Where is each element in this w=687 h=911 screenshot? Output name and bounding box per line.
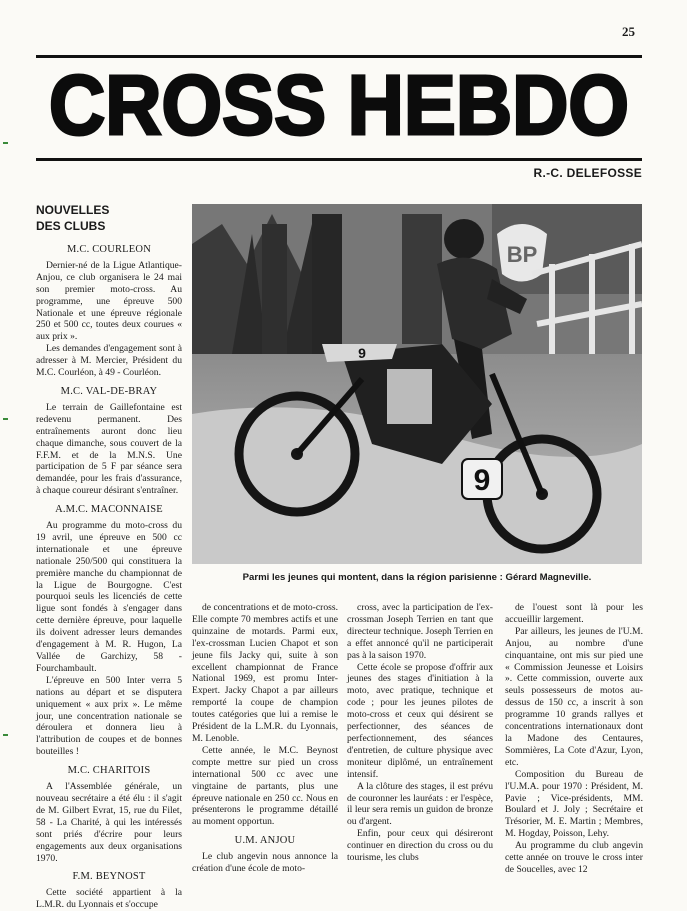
paragraph: Composition du Bureau de l'U.M.A. pour 1970 : Président, M. Pavie ; Vice-présidents, MM. Boulard et J. Joly ; Secrétaire et Trésorier, M. E. Martin ; Membres, M. Hogday, Poisson, Lehy. bbox=[505, 768, 643, 840]
masthead-title: CROSS HEBDO bbox=[49, 58, 629, 152]
section-title-line1: NOUVELLES bbox=[36, 203, 110, 217]
text-column-2 bbox=[192, 602, 338, 875]
margin-mark bbox=[3, 418, 8, 420]
club-heading: M.C. COURLEON bbox=[67, 244, 151, 255]
text-column-3 bbox=[347, 602, 493, 864]
paragraph: Cette année, le M.C. Beynost compte mettre sur pied un cross international 500 cc avec une vingtaine de partants, plus une épreuve nationale en 250 cc. Nous en présenterons le programme détaillé au moment opportun. bbox=[192, 744, 338, 828]
text-column-1 bbox=[36, 244, 182, 911]
paragraph: Les demandes d'engagement sont à adresser à M. Mercier, Président du M.C. Courléon, à 49 - Courléon. bbox=[36, 343, 182, 379]
margin-mark bbox=[3, 142, 8, 144]
masthead bbox=[36, 58, 642, 158]
paragraph: Cette école se propose d'offrir aux jeunes des stages d'initiation à la moto, avec pratique, technique et code ; pour les jeunes pilotes de moto-cross et ceux qui désirent se perfectionner, des séances de perfectionnement, des séances d'entretien, de culture physique avec moniteur diplômé, un entraînement intensif. bbox=[347, 661, 493, 780]
paragraph: cross, avec la participation de l'ex-crossman Joseph Terrien en tant que directeur technique. Joseph Terrien en a effet annoncé qu'il ne participerait pas à la saison 1970. bbox=[347, 602, 493, 661]
photo-caption: Parmi les jeunes qui montent, dans la région parisienne : Gérard Magneville. bbox=[242, 572, 592, 583]
club-heading: M.C. CHARITOIS bbox=[67, 765, 151, 777]
paragraph: Par ailleurs, les jeunes de l'U.M. Anjou, au nombre d'une cinquantaine, ont mis sur pied une « Commission Jeunesse et Loisirs ». Cette commission, ouverte aux seuls possesseurs de motos au-dessus de 150 cc, a inscrit à son programme 10 grands rallyes et concentrations internationaux dont la Madone des Centaures, Sommières, La Cote d'Azur, Lyon, etc. bbox=[505, 625, 643, 768]
text-column-4 bbox=[505, 602, 643, 876]
paragraph: Le club angevin nous annonce la création d'une école de moto- bbox=[192, 851, 338, 875]
side-number-plate: 9 bbox=[473, 464, 491, 497]
club-heading: F.M. BEYNOST bbox=[72, 871, 146, 883]
motocross-photo bbox=[192, 204, 642, 564]
paragraph: de l'ouest sont là pour les accueillir largement. bbox=[505, 602, 643, 625]
byline: R.-C. DELEFOSSE bbox=[533, 166, 642, 180]
section-title-line2: DES CLUBS bbox=[36, 219, 106, 233]
page-number: 25 bbox=[622, 24, 635, 39]
paragraph: Le terrain de Gaillefontaine est redevenu permanent. Des entraînements auront donc lieu chaque dimanche, sous couvert de la F.F.M. et de la M.N.S. Une participation de 5 F par séance sera demandée, pour les frais d'assurance, à chaque coureur désirant s'entraîner. bbox=[36, 401, 182, 497]
club-heading: U.M. ANJOU bbox=[234, 835, 296, 847]
paragraph: Dernier-né de la Ligue Atlantique-Anjou, ce club organisera le 24 mai son premier moto-cross. Au programme, une épreuve 500 Nationale et une épreuve régionale 250 et 500 cc, toutes deux courues « aux prix ». bbox=[36, 259, 182, 343]
paragraph: Au programme du club angevin cette année on trouve le cross inter de Soucelles, avec 12 bbox=[505, 840, 643, 875]
section-title bbox=[36, 202, 109, 234]
club-heading: A.M.C. MACONNAISE bbox=[55, 504, 163, 516]
bp-sign-text: BP bbox=[506, 242, 538, 267]
paragraph: de concentrations et de moto-cross. Elle compte 70 membres actifs et une quinzaine de motards. Parmi eux, l'ex-crossman Lucien Chapot et son jeune fils Jacky qui, suite à son excellent championnat de France National 1969, est promu Inter-Expert. Jacky Chapot a par ailleurs remporté la coupe de champion toutes catégories que lui a remise le Président de la L.M.R. du Lyonnais, M. Lenoble. bbox=[192, 602, 338, 744]
paragraph: A l'Assemblée générale, un nouveau secrétaire a été élu : il s'agit de M. Gilbert Evrat, 15, rue du Filet, 58 - La Charité, à qui les intéressés sont priés d'écrire pour leurs engagements aux deux organisations 1970. bbox=[36, 781, 182, 864]
paragraph: Cette société appartient à la L.M.R. du Lyonnais et s'occupe bbox=[36, 887, 182, 911]
front-number-plate: 9 bbox=[358, 345, 366, 361]
paragraph: Enfin, pour ceux qui désireront continuer en direction du cross ou du tourisme, les clubs bbox=[347, 828, 493, 864]
club-heading: M.C. VAL-DE-BRAY bbox=[60, 385, 158, 397]
photo-illustration bbox=[192, 204, 642, 564]
paragraph: L'épreuve en 500 Inter verra 5 nations au départ et se disputera uniquement « aux prix ». Le même jour, une concentration nationale se déroulera et donnera lieu à l'attribution de coupes et de bonnes bouteilles ! bbox=[36, 674, 182, 758]
bottom-rule bbox=[36, 158, 642, 161]
margin-mark bbox=[3, 734, 8, 736]
paragraph: Au programme du moto-cross du 19 avril, une épreuve en 500 cc internationale et une épreuve nationale 250/500 qui constituera la première manche du championnat de la Ligue de Bourgogne. C'est pourquoi seuls les licenciés de cette ligue sont fondés à s'engager dans cette dernière épreuve, pour laquelle ils doivent adresser leurs demandes d'engagement à M. R. Hugon, La Vallée de Garchizy, 58 - Fourchambault. bbox=[36, 520, 182, 674]
paragraph: A la clôture des stages, il est prévu de couronner les lauréats : er l'espèce, il leur sera remis un guidon de bronze ou d'argent. bbox=[347, 780, 493, 828]
